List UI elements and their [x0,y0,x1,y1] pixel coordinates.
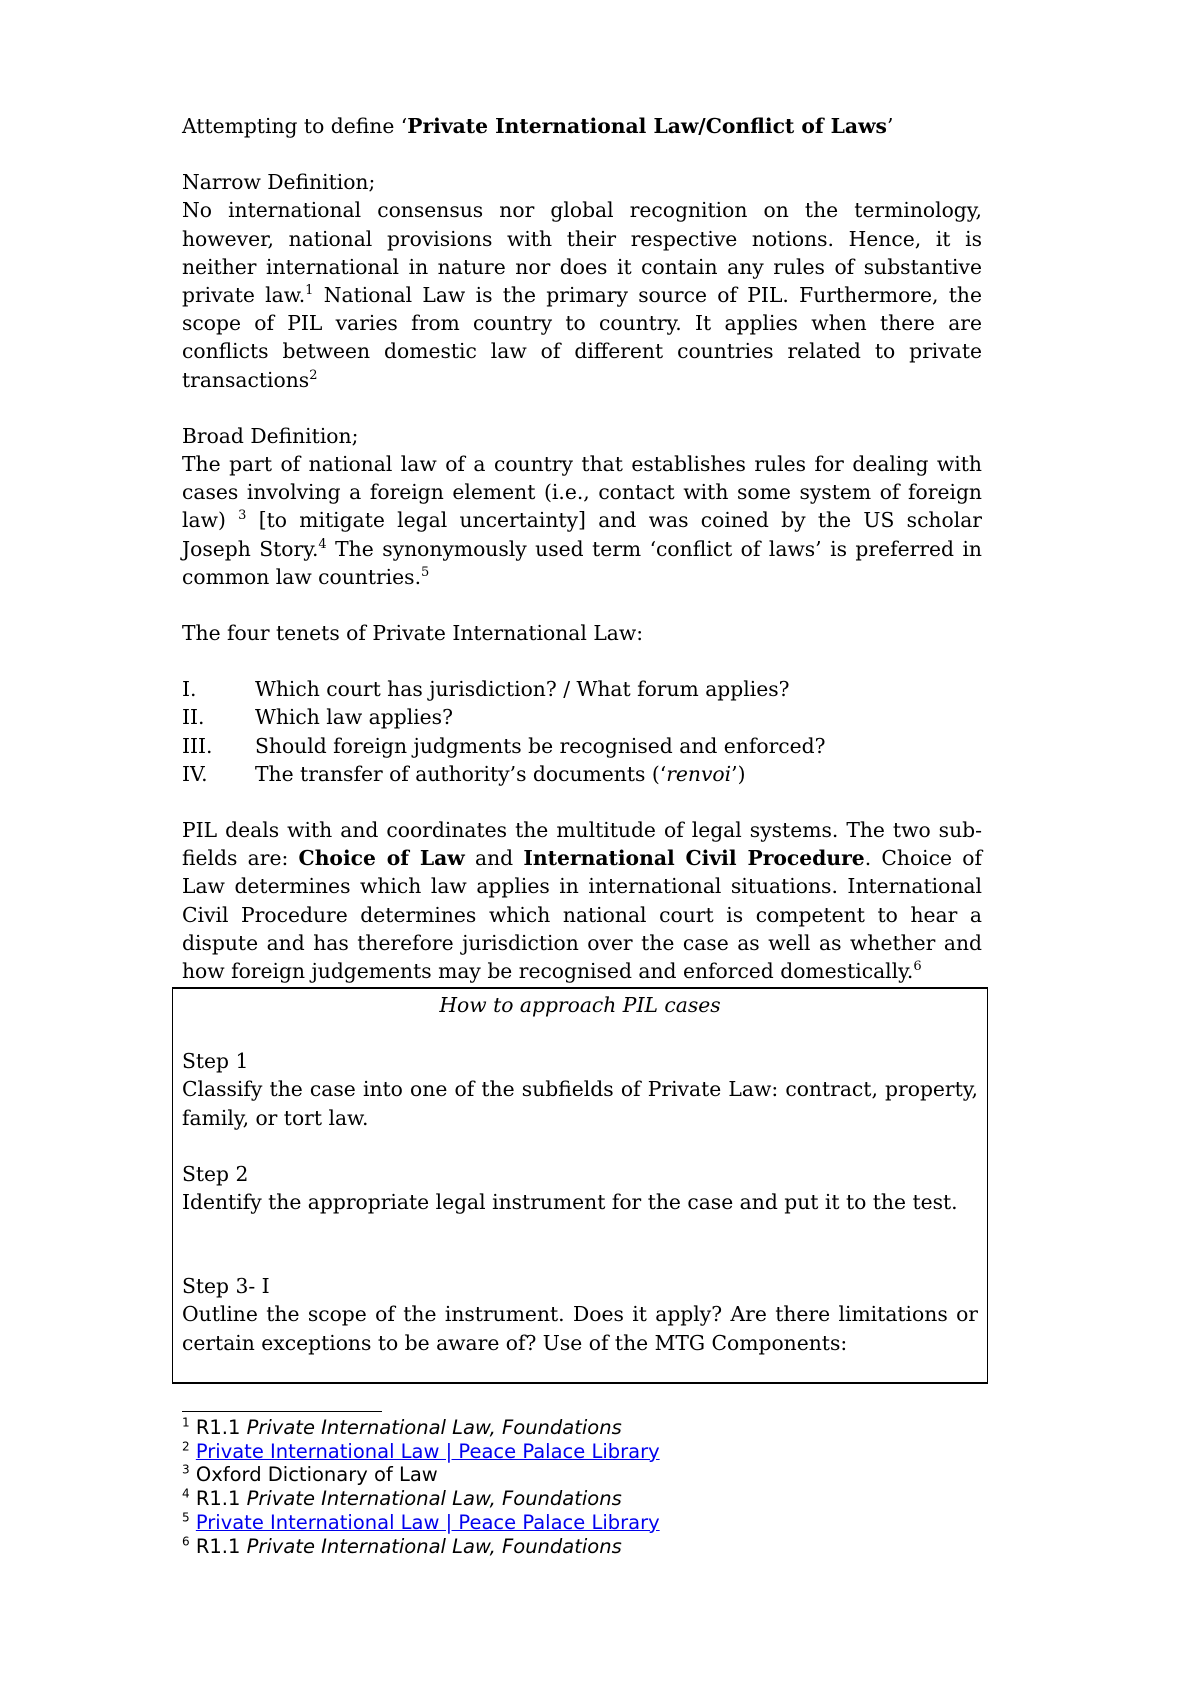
list-number: I. [182,677,197,702]
step-text: Outline the scope of the instrument. Does it apply? Are there limitations or certain exceptions to be aware of? Use of the MTG Components: [182,1302,978,1355]
approach-box [172,987,988,1384]
document-body [182,112,982,985]
footnote: $^4$ R1.1 Private International Law, Foundations [182,1486,622,1511]
title-bold: Private International Law/Conflict of Laws [407,114,887,138]
narrow-paragraph: No international consensus nor global recognition on the terminology, however, national provisions with their respective notions. Hence, it is neither international in nature nor does it contain any rules of substantive private law.$^1$ National Law is the primary source of PIL. Furthermore, the scope of PIL varies from country to country. It applies when there are conflicts between domestic law of different countries related to private transactions$^2$ [182,198,983,392]
footnote: $^2$ Private International Law | Peace Palace Library [182,1439,660,1463]
footnote-ref[interactable]: 6 [913,959,922,975]
step-text: Identify the appropriate legal instrument for the case and put it to the test. [182,1190,958,1215]
list-number: IV. [182,761,208,786]
list-item: Which court has jurisdiction? / What forum applies? [255,677,790,702]
box-title: How to approach PIL cases [439,993,721,1017]
list-item: The transfer of authority’s documents (‘renvoi’) [255,761,746,786]
footnotes [182,1416,982,1558]
footnote-ref[interactable]: 1 [305,283,314,299]
footnote: $^6$ R1.1 Private International Law, Foundations [182,1534,622,1558]
step-label: Step 2 [182,1161,249,1186]
footnote-ref[interactable]: 4 [318,536,327,552]
footnote: $^1$ R1.1 Private International Law, Foundations [182,1415,622,1439]
page-title: Attempting to define ‘Private International Law/Conflict of Laws’ [182,114,894,138]
footnote: $^3$ Oxford Dictionary of Law [182,1462,438,1487]
step-text: Classify the case into one of the subfields of Private Law: contract, property, family, or tort law. [182,1077,978,1130]
footnote: $^5$ Private International Law | Peace Palace Library [182,1510,660,1534]
pil-paragraph: PIL deals with and coordinates the multitude of legal systems. The two sub-fields are: Choice of Law and International Civil Procedure. Choice of Law determines which law applies in international situations. International Civil Procedure determines which national court is competent to hear a dispute and has therefore jurisdiction over the case as well as whether and how foreign judgements may be recognised and enforced domestically.$^6$ [182,818,982,984]
footnote-ref[interactable]: 2 [309,367,318,383]
step-label: Step 3- I [182,1274,270,1299]
footnote-separator [182,1411,382,1412]
broad-paragraph: The part of national law of a country that establishes rules for dealing with cases involving a foreign element (i.e., contact with some system of foreign law) $^3$ [to mitigate legal uncertainty] and was coined by the US scholar Joseph Story.$^4$ The synonymously used term ‘conflict of laws’ is preferred in common law countries.$^5$ [182,452,982,589]
list-item: Should foreign judgments be recognised and enforced? [255,733,826,758]
footnote-ref[interactable]: 3 [238,508,247,524]
list-number: II. [182,705,205,730]
footnote-link[interactable]: Private International Law | Peace Palace Library [195,1510,660,1534]
tenets-heading: The four tenets of Private International Law: [182,621,644,646]
step-label: Step 1 [182,1049,249,1074]
narrow-heading: Narrow Definition; [182,170,376,195]
list-number: III. [182,733,213,758]
list-item: Which law applies? [255,705,453,730]
broad-heading: Broad Definition; [182,423,359,448]
footnote-link[interactable]: Private International Law | Peace Palace Library [195,1439,660,1463]
tenets-list [182,675,982,788]
footnote-ref[interactable]: 5 [421,565,430,581]
